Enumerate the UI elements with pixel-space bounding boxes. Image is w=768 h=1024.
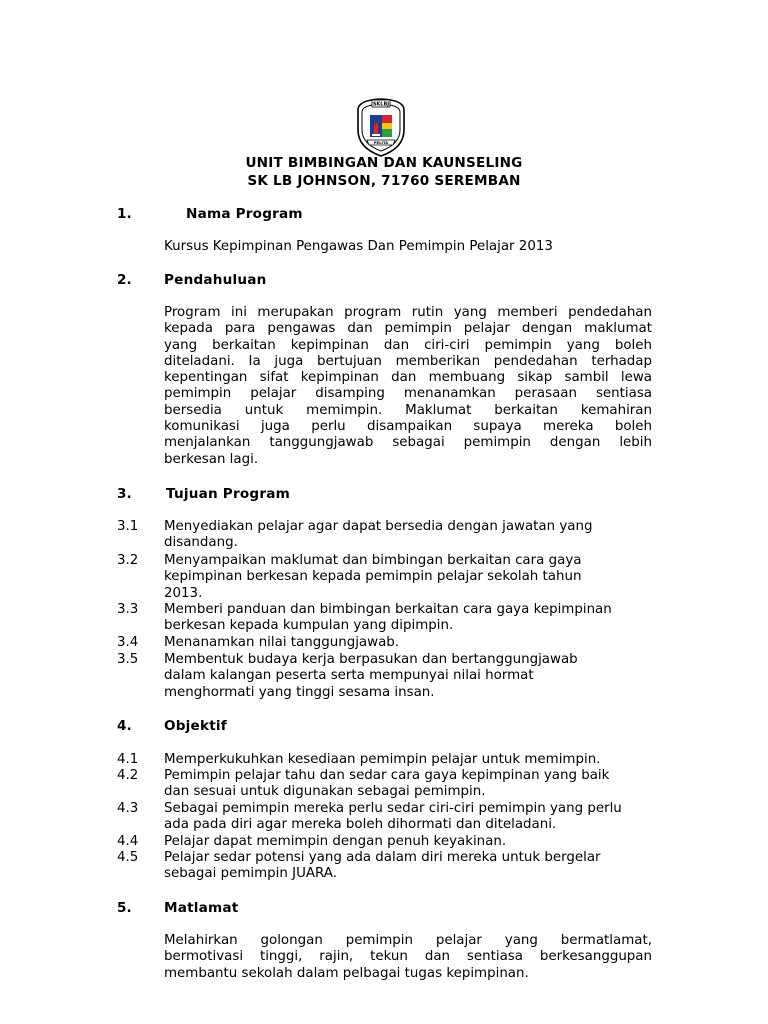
section-2-title: Pendahuluan — [164, 272, 267, 288]
list-item-number: 3.1 — [117, 519, 139, 534]
list-item-number: 4.3 — [117, 801, 139, 816]
list-item-number: 3.5 — [117, 652, 139, 667]
list-item: Pelajar dapat memimpin dengan penuh keyakinan. — [164, 834, 507, 849]
introduction-paragraph: Program ini merupakan program rutin yang memberi pendedahan kepada para pengawas dan pemimpin pelajar dengan maklumat yang berkaitan kepimpinan dan ciri-ciri pemimpin yang boleh diteladani. Ia juga bertujuan memberikan pendedahan terhadap kepentingan sifat kepimpinan dan membuang sikap sambil lewa pemimpin pelajar disamping menanamkan perasaan sentiasa bersedia untuk memimpin. Maklumat berkaitan kemahiran komunikasi juga perlu disampaikan supaya mereka boleh menjalankan tanggungjawab sebagai pemimpin dengan lebih berkesan lagi. — [164, 305, 652, 467]
list-item-number: 4.5 — [117, 850, 139, 865]
list-item-number: 3.2 — [117, 553, 139, 568]
section-4-title: Objektif — [164, 718, 227, 734]
list-item-number: 4.1 — [117, 752, 139, 767]
list-item: Membentuk budaya kerja berpasukan dan bertanggungjawab dalam kalangan peserta serta mempunyai nilai hormat menghormati yang tinggi sesama insan. — [164, 652, 578, 700]
section-3-title: Tujuan Program — [166, 486, 290, 502]
list-item: Sebagai pemimpin mereka perlu sedar ciri-ciri pemimpin yang perlu ada pada diri agar mereka boleh dihormati dan diteladani. — [164, 801, 622, 833]
unit-title: UNIT BIMBINGAN DAN KAUNSELING — [245, 155, 523, 171]
section-5-number: 5. — [117, 900, 132, 916]
school-address: SK LB JOHNSON, 71760 SEREMBAN — [247, 173, 521, 189]
list-item: Memberi panduan dan bimbingan berkaitan cara gaya kepimpinan berkesan kepada kumpulan yang dipimpin. — [164, 602, 612, 634]
section-3-number: 3. — [117, 486, 132, 502]
list-item: Menanamkan nilai tanggungjawab. — [164, 635, 400, 650]
list-item: Memperkukuhkan kesediaan pemimpin pelajar untuk memimpin. — [164, 752, 601, 767]
list-item-number: 3.3 — [117, 602, 139, 617]
goal-paragraph: Melahirkan golongan pemimpin pelajar yang bermatlamat, bermotivasi tinggi, rajin, tekun dan sentiasa berkesanggupan membantu sekolah dalam pelbagai tugas kepimpinan. — [164, 933, 652, 981]
list-item-number: 3.4 — [117, 635, 139, 650]
list-item-number: 4.2 — [117, 768, 139, 783]
section-1-title: Nama Program — [186, 206, 303, 222]
svg-text:SKLBJ: SKLBJ — [372, 101, 390, 108]
section-5-title: Matlamat — [164, 900, 239, 916]
list-item: Menyediakan pelajar agar dapat bersedia dengan jawatan yang disandang. — [164, 519, 593, 551]
list-item-number: 4.4 — [117, 834, 139, 849]
section-2-number: 2. — [117, 272, 132, 288]
program-name: Kursus Kepimpinan Pengawas Dan Pemimpin Pelajar 2013 — [164, 239, 553, 254]
list-item: Pelajar sedar potensi yang ada dalam diri mereka untuk bergelar sebagai pemimpin JUARA. — [164, 850, 601, 882]
section-4-number: 4. — [117, 718, 132, 734]
svg-text:PELITA: PELITA — [373, 140, 389, 145]
list-item: Pemimpin pelajar tahu dan sedar cara gaya kepimpinan yang baik dan sesuai untuk digunakan sebagai pemimpin. — [164, 768, 610, 800]
section-1-number: 1. — [117, 206, 132, 222]
school-emblem-logo — [352, 96, 410, 158]
list-item: Menyampaikan maklumat dan bimbingan berkaitan cara gaya kepimpinan berkesan kepada pemimpin pelajar sekolah tahun 2013. — [164, 553, 582, 601]
